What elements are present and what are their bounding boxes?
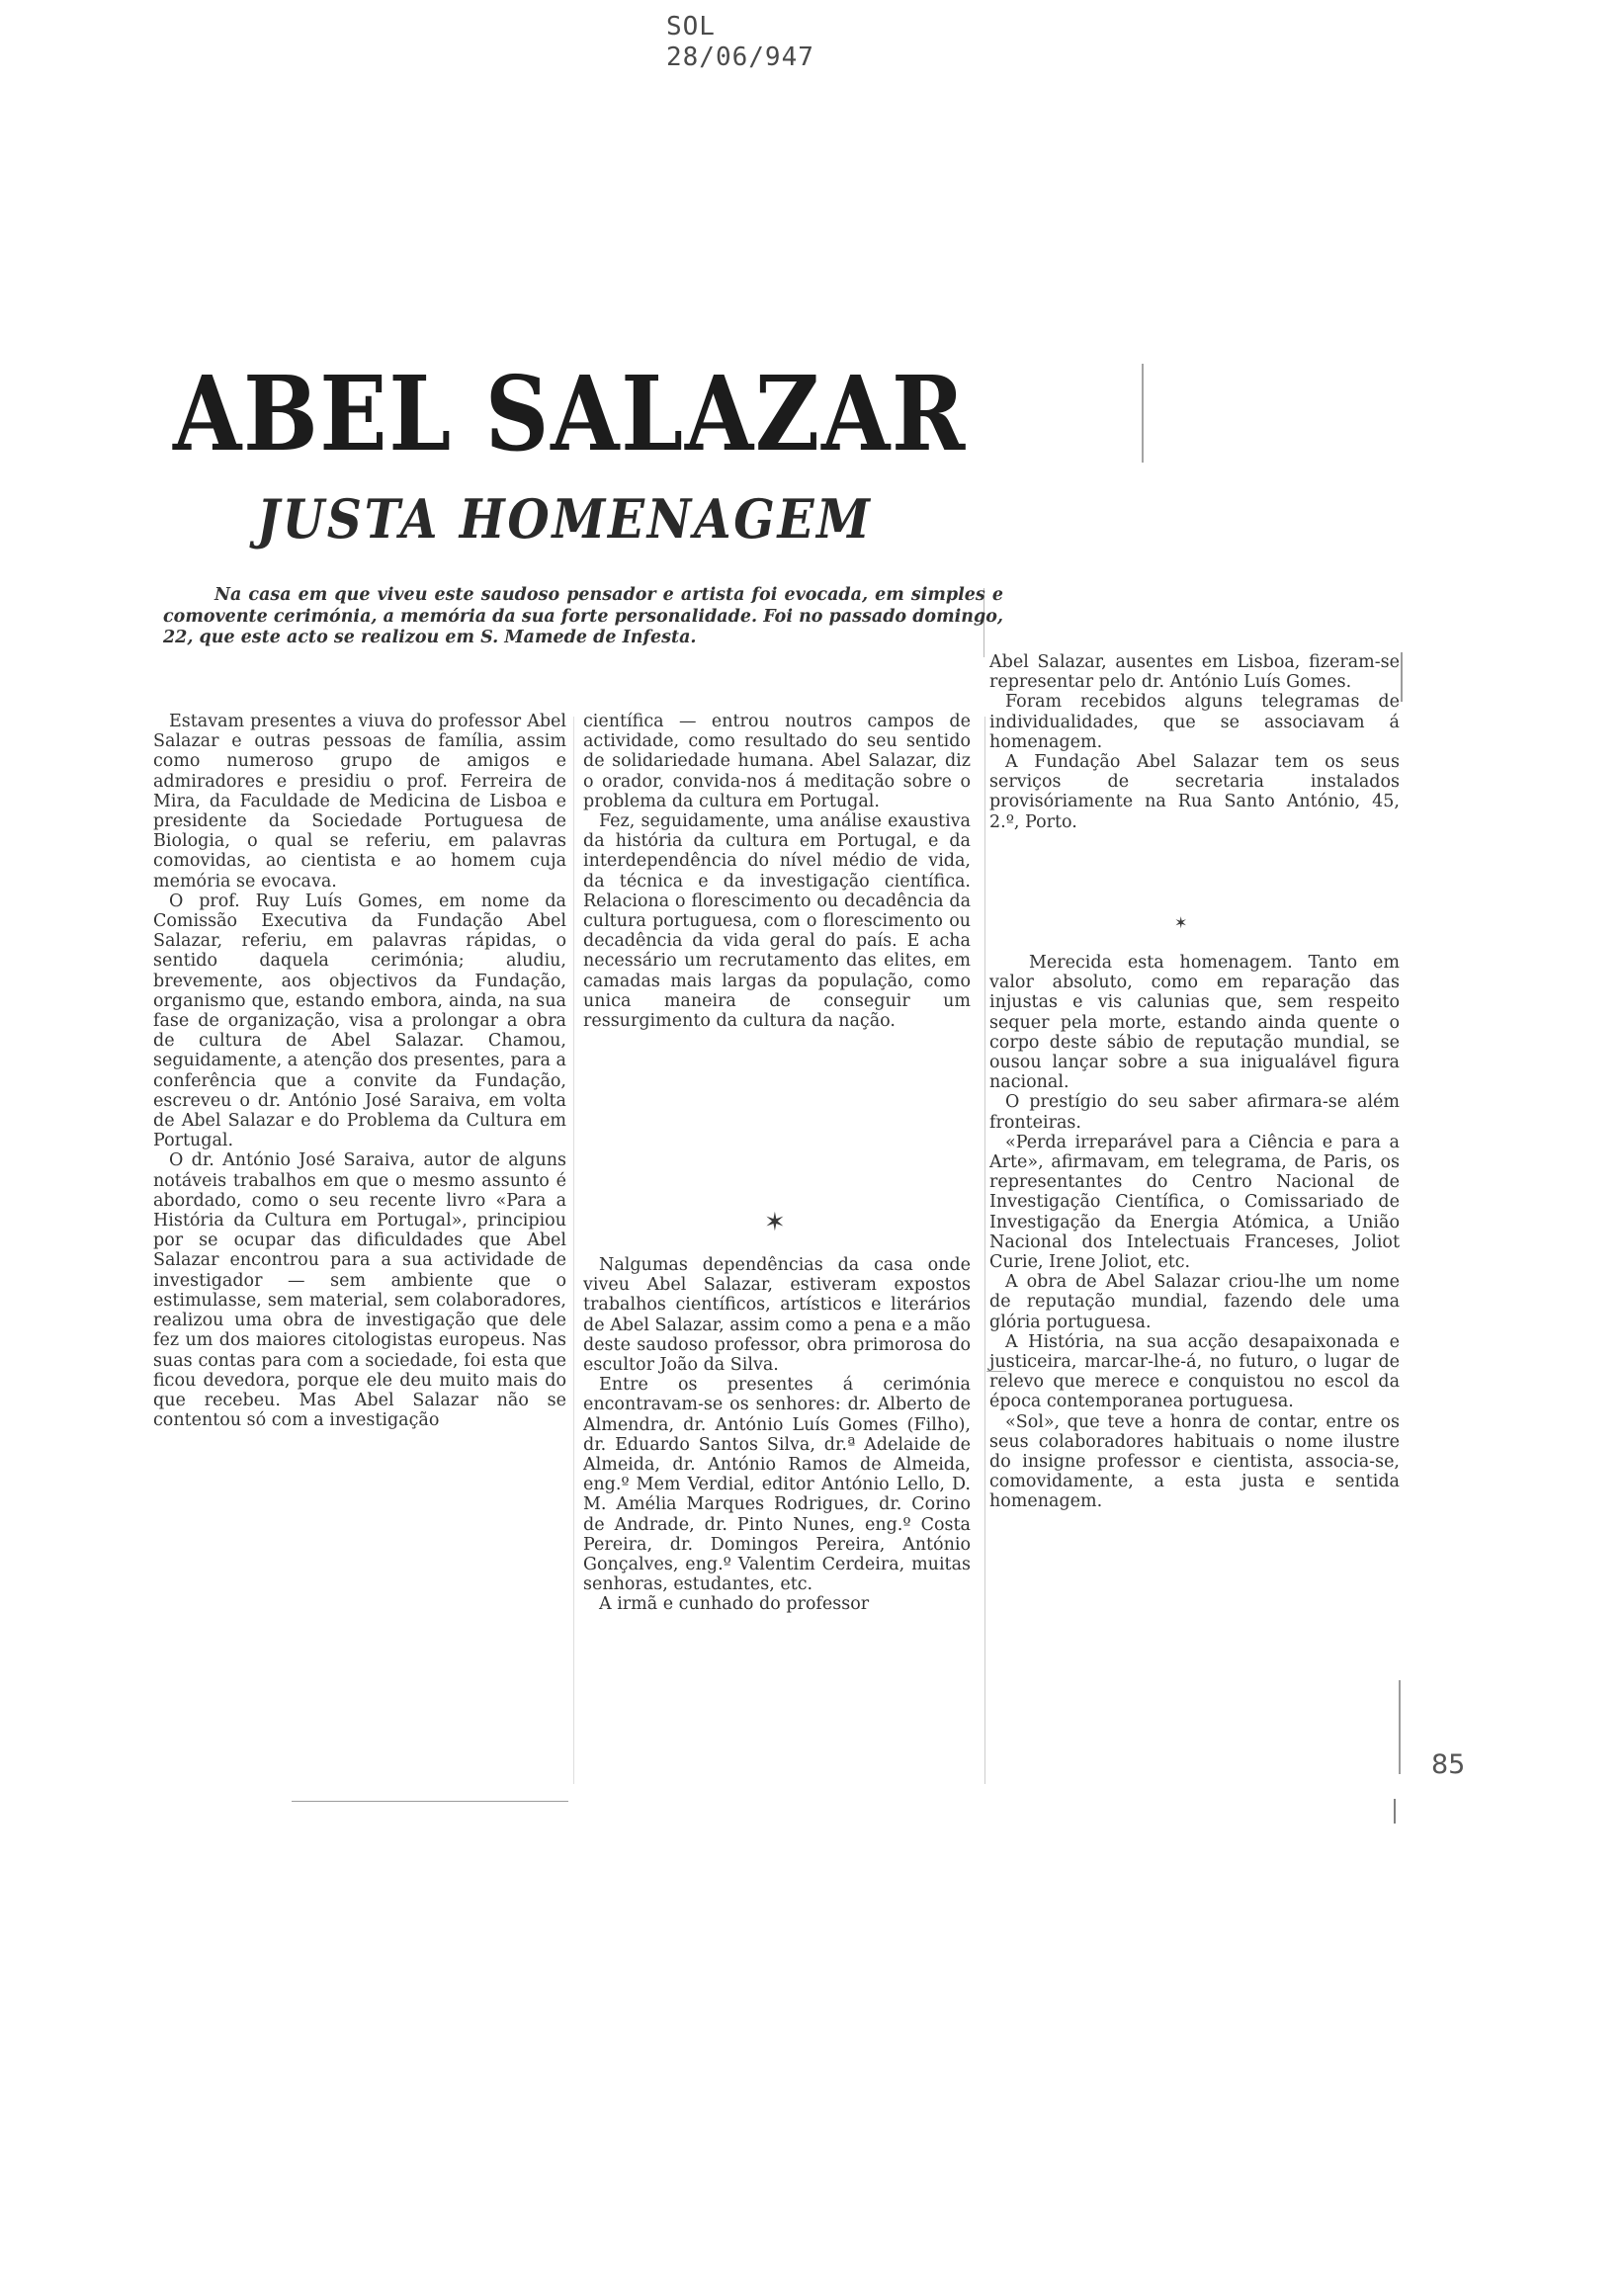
article-headline: ABEL SALAZAR [173,353,968,474]
star-ornament-icon: ✶ [1174,913,1188,932]
column-paragraph: científica — entrou noutros campos de actividade, como resultado do seu sentido de solidariedade humana. Abel Salazar, diz o orador, convida-nos á meditação sobre o problema da cultura em Portugal. [583,712,971,811]
stamp-source: SOL [666,12,716,42]
newspaper-clipping [153,353,1488,1819]
column-paragraph: Abel Salazar, ausentes em Lisboa, fizeram-se representar pelo dr. António Luís Gomes. [989,652,1400,693]
article-subheadline: JUSTA HOMENAGEM [257,487,873,551]
column-paragraph: Estavam presentes a viuva do professor Abel Salazar e outras pessoas de família, assim como numeroso grupo de amigos e admiradores e presidiu o prof. Ferreira de Mira, da Faculdade de Medicina de Lisboa e presidente da Sociedade Portuguesa de Biologia, o qual se referiu, em palavras comovidas, ao cientista e ao homem cuja memória se evocava. [153,712,566,892]
article-column-2-top [583,712,971,1031]
column-paragraph: Nalgumas dependências da casa onde viveu Abel Salazar, estiveram expostos trabalhos científicos, artísticos e literários de Abel Salazar, assim como a pena e a mão deste saudoso professor, obra primorosa do escultor João da Silva. [583,1255,971,1376]
column-paragraph: A História, na sua acção desapaixonada e justiceira, marcar-lhe-á, no futuro, o lugar de relevo que merece e conquistou no escol da época contemporanea portuguesa. [989,1331,1400,1412]
column-divider [573,717,574,1784]
article-column-3-top [989,652,1400,832]
article-column-2-bottom [583,1255,971,1615]
column-paragraph: Merecida esta homenagem. Tanto em valor absoluto, como em reparação das injustas e vis calunias que, sem respeito sequer pela morte, estando ainda quente o corpo deste sábio de reputação mundial, se ousou lançar sobre a sua inigualável figura nacional. [989,953,1400,1093]
column-end-rule [292,1801,568,1802]
column-paragraph: O dr. António José Saraiva, autor de alguns notáveis trabalhos em que o mesmo assunto é abordado, como o seu recente livro «Para a História da Cultura em Portugal», principiou por se ocupar das dificuldades que Abel Salazar encontrou para a sua actividade de investigador — sem ambiente que o estimulasse, sem material, sem colaboradores, realizou uma obra de investigação que dele fez um dos maiores citologistas europeus. Nas suas contas para com a sociedade, foi esta que ficou devedora, porque ele deu muito mais do que recebeu. Mas Abel Salazar não se contentou só com a investigação [153,1150,566,1431]
star-ornament-icon: ✶ [764,1208,786,1237]
article-column-3-bottom [989,953,1400,1512]
column-paragraph: A Fundação Abel Salazar tem os seus serviços de secretaria instalados provisóriamente na Rua Santo António, 45, 2.º, Porto. [989,752,1400,832]
archive-stamp [666,12,814,73]
column-paragraph: Fez, seguidamente, uma análise exaustiva da história da cultura em Portugal, e da interdependência do nível médio de vida, da técnica e da investigação científica. Relaciona o florescimento ou decadência da cultura portuguesa, com o florescimento ou decadência da vida geral do país. E acha necessário um recrutamento das elites, em camadas mais largas da população, como unica maneira de conseguir um ressurgimento da cultura da nação. [583,811,971,1032]
column-divider [984,717,985,1784]
page-number: 85 [1431,1749,1466,1780]
column-paragraph: A irmã e cunhado do professor [599,1594,870,1615]
column-paragraph: «Perda irreparável para a Ciência e para a Arte», afirmavam, em telegrama, de Paris, os representantes do Centro Nacional de Investigação Científica, o Comissariado de Investigação da Energia Atómica, a União Nacional dos Intelectuais Franceses, Joliot Curie, Irene Joliot, etc. [989,1132,1400,1273]
column-paragraph: O prestígio do seu saber afirmara-se além fronteiras. [989,1092,1400,1133]
column-paragraph: A obra de Abel Salazar criou-lhe um nome de reputação mundial, fazendo dele uma glória portuguesa. [989,1272,1400,1332]
article-column-1 [153,712,566,1430]
clipping-edge-rule [1394,1799,1396,1824]
clipping-edge-rule [1401,652,1403,702]
clipping-edge-rule [1142,364,1144,463]
column-paragraph: O prof. Ruy Luís Gomes, em nome da Comissão Executiva da Fundação Abel Salazar, referiu, em palavras rápidas, o sentido daquela cerimónia; aludiu, brevemente, aos objectivos da Fundação, organismo que, estando embora, ainda, na sua fase de organização, visa a prolongar a obra de cultura de Abel Salazar. Chamou, seguidamente, a atenção dos presentes, para a conferência que a convite da Fundação, escreveu o dr. António José Saraiva, em volta de Abel Salazar e do Problema da Cultura em Portugal. [153,891,566,1151]
column-paragraph: «Sol», que teve a honra de contar, entre os seus colaboradores habituais o nome ilustre do insigne professor e cientista, associa-se, comovidamente, a esta justa e sentida homenagem. [989,1411,1400,1512]
column-paragraph: Foram recebidos alguns telegramas de individualidades, que se associavam á homenagem. [989,692,1400,752]
stamp-date: 28/06/947 [666,42,814,72]
column-paragraph: Entre os presentes á cerimónia encontravam-se os senhores: dr. Alberto de Almendra, dr. António Luís Gomes (Filho), dr. Eduardo Santos Silva, dr.ª Adelaide de Almeida, dr. António Ramos de Almeida, eng.º Mem Verdial, editor António Lello, D. M. Amélia Marques Rodrigues, dr. Corino de Andrade, dr. Pinto Nunes, eng.º Costa Pereira, dr. Domingos Pereira, António Gonçalves, eng.º Valentim Cerdeira, muitas senhoras, estudantes, etc. [583,1375,971,1595]
article-lead: Na casa em que viveu este saudoso pensador e artista foi evocada, em simples e comovente cerimónia, a memória da sua forte personalidade. Foi no passado domingo, 22, que este acto se realizou em S. Mamede de Infesta. [163,585,1003,647]
clipping-edge-rule [1399,1680,1401,1774]
